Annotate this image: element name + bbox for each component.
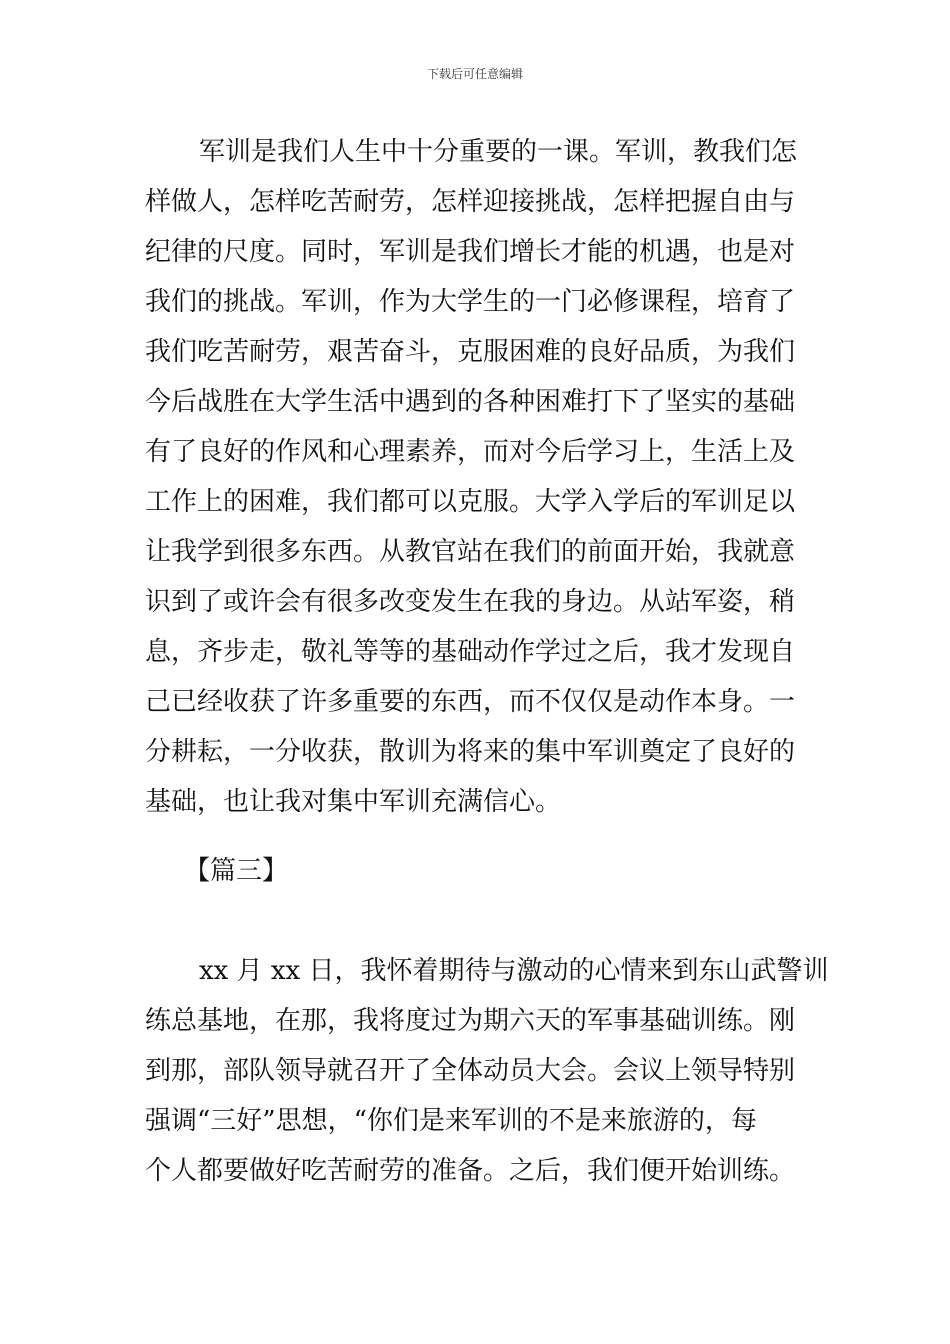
paragraph-line: 我们的挑战。军训，作为大学生的一门必修课程，培育了	[145, 287, 796, 317]
paragraph-line: 工作上的困难，我们都可以克服。大学入学后的军训足以	[145, 487, 796, 517]
paragraph-line: 今后战胜在大学生活中遇到的各种困难打下了坚实的基础	[145, 387, 796, 417]
paragraph-line: 息，齐步走，敬礼等等的基础动作学过之后，我才发现自	[145, 637, 796, 667]
paragraph-line: 军训是我们人生中十分重要的一课。军训，教我们怎	[199, 137, 798, 167]
paragraph-line: 识到了或许会有很多改变发生在我的身边。从站军姿，稍	[145, 587, 796, 617]
paragraph-2	[145, 946, 829, 1196]
paragraph-line: 强调“三好”思想，“你们是来军训的不是来旅游的，每	[145, 1106, 757, 1136]
paragraph-line: 让我学到很多东西。从教官站在我们的前面开始，我就意	[145, 537, 796, 567]
paragraph-line: 己已经收获了许多重要的东西，而不仅仅是动作本身。一	[145, 687, 796, 717]
section-heading: 【篇三】	[184, 856, 289, 886]
paragraph-1	[145, 127, 805, 827]
paragraph-line: 基础，也让我对集中军训充满信心。	[145, 787, 562, 817]
paragraph-line: 我们吃苦耐劳，艰苦奋斗，克服困难的良好品质，为我们	[145, 337, 796, 367]
paragraph-line: 分耕耘，一分收获，散训为将来的集中军训奠定了良好的	[145, 737, 796, 767]
paragraph-line: 样做人，怎样吃苦耐劳，怎样迎接挑战，怎样把握自由与	[145, 187, 796, 217]
header-note: 下载后可任意编辑	[426, 67, 523, 81]
paragraph-line: 个人都要做好吃苦耐劳的准备。之后，我们便开始训练。	[145, 1156, 796, 1186]
paragraph-line: 练总基地，在那，我将度过为期六天的军事基础训练。刚	[145, 1006, 796, 1036]
paragraph-line: 有了良好的作风和心理素养，而对今后学习上，生活上及	[145, 437, 796, 467]
paragraph-line: 纪律的尺度。同时，军训是我们增长才能的机遇，也是对	[145, 237, 796, 267]
paragraph-line: xx 月 xx 日，我怀着期待与激动的心情来到东山武警训	[199, 956, 829, 986]
paragraph-line: 到那，部队领导就召开了全体动员大会。会议上领导特别	[145, 1056, 796, 1086]
